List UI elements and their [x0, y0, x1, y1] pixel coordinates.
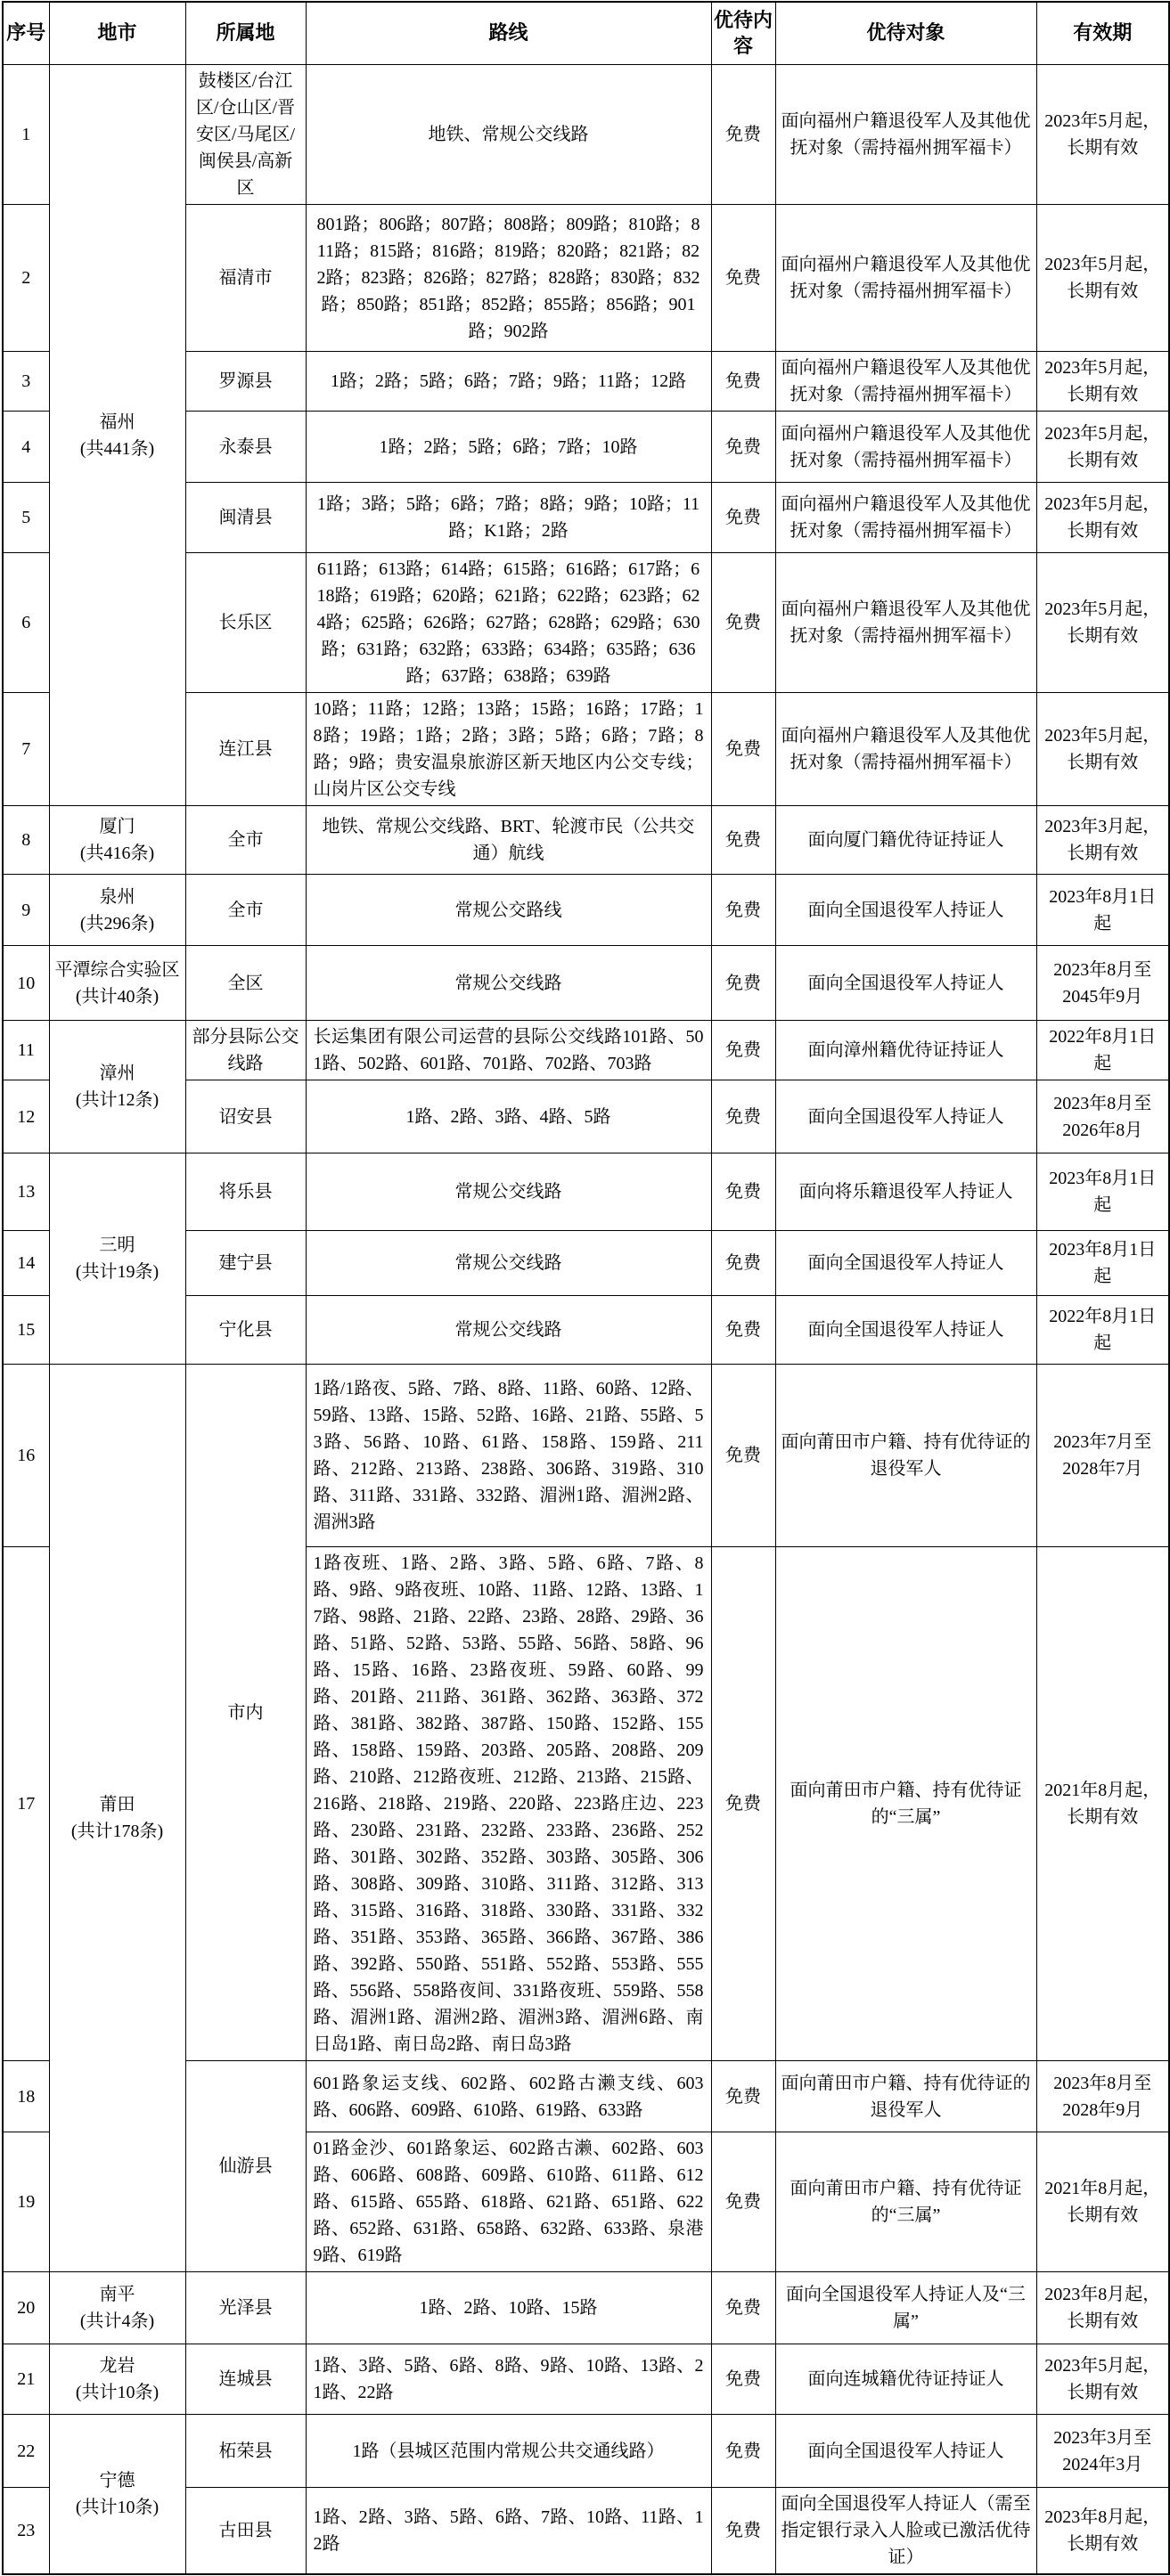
cell-no: 13: [3, 1153, 49, 1231]
cell-target: 面向全国退役军人持证人: [775, 1080, 1036, 1153]
city-count: (共计4条): [79, 2311, 155, 2332]
cell-validity: 2023年5月起，长期有效: [1036, 205, 1169, 352]
cell-validity: 2023年8月1日起: [1036, 1231, 1169, 1296]
cell-city: [49, 2415, 185, 2575]
cell-city: [49, 946, 185, 1021]
cell-district: 连江县: [185, 693, 306, 806]
cell-target: 面向将乐籍退役军人持证人: [775, 1153, 1036, 1231]
cell-target: 面向福州户籍退役军人及其他优抚对象（需持福州拥军福卡）: [775, 412, 1036, 483]
city-name: 福州: [99, 412, 135, 432]
cell-city: [49, 2272, 185, 2344]
cell-routes: 常规公交线路: [306, 946, 711, 1021]
cell-target: 面向全国退役军人持证人: [775, 946, 1036, 1021]
cell-routes: 10路；11路；12路；13路；15路；16路；17路；18路；19路；1路；2路；3路；5路；6路；7路；8路；9路；贵安温泉旅游区新天地区内公交专线；山岗片区公交专线: [306, 693, 711, 806]
table-row: [3, 1021, 1169, 1080]
city-name: 泉州: [99, 886, 135, 907]
cell-validity: 2022年8月1日起: [1036, 1021, 1169, 1080]
cell-routes: 1路、2路、3路、4路、5路: [306, 1080, 711, 1153]
cell-benefit: 免费: [711, 806, 775, 875]
cell-routes: 常规公交路线: [306, 875, 711, 946]
cell-target: 面向福州户籍退役军人及其他优抚对象（需持福州拥军福卡）: [775, 205, 1036, 352]
cell-district: 部分县际公交线路: [185, 1021, 306, 1080]
cell-validity: 2023年8月起，长期有效: [1036, 2272, 1169, 2344]
city-name: 莆田: [99, 1795, 135, 1815]
city-count: (共296条): [79, 913, 155, 933]
cell-validity: 2023年8月至2028年9月: [1036, 2061, 1169, 2132]
cell-validity: 2023年5月起，长期有效: [1036, 412, 1169, 483]
table-row: [3, 2344, 1169, 2415]
cell-routes: 1路、2路、10路、15路: [306, 2272, 711, 2344]
cell-city: [49, 1365, 185, 2272]
col-header-district: 所属地: [185, 2, 306, 65]
cell-routes: 地铁、常规公交线路: [306, 65, 711, 205]
city-count: (共计12条): [75, 1090, 160, 1111]
col-header-no: 序号: [3, 2, 49, 65]
table-row: [3, 2272, 1169, 2344]
table-row: [3, 1365, 1169, 1547]
city-name: 南平: [99, 2285, 135, 2305]
cell-target: 面向全国退役军人持证人: [775, 1296, 1036, 1365]
cell-benefit: 免费: [711, 2132, 775, 2272]
cell-routes: 地铁、常规公交线路、BRT、轮渡市民（公共交通）航线: [306, 806, 711, 875]
cell-benefit: 免费: [711, 352, 775, 412]
cell-district: 闽清县: [185, 483, 306, 553]
cell-no: 14: [3, 1231, 49, 1296]
cell-validity: 2023年8月1日起: [1036, 875, 1169, 946]
cell-validity: 2023年5月起，长期有效: [1036, 65, 1169, 205]
cell-target: 面向全国退役军人持证人: [775, 2415, 1036, 2488]
city-name: 厦门: [99, 817, 135, 837]
cell-target: 面向福州户籍退役军人及其他优抚对象（需持福州拥军福卡）: [775, 693, 1036, 806]
cell-no: 9: [3, 875, 49, 946]
city-count: (共计40条): [75, 986, 160, 1007]
cell-routes: 01路金沙、601路象运、602路古濑、602路、603路、606路、608路、609路、610路、611路、612路、615路、655路、618路、621路、651路、622路、652路、631路、658路、632路、633路、泉港9路、619路: [306, 2132, 711, 2272]
cell-no: 16: [3, 1365, 49, 1547]
cell-target: 面向福州户籍退役军人及其他优抚对象（需持福州拥军福卡）: [775, 553, 1036, 693]
cell-no: 7: [3, 693, 49, 806]
cell-benefit: 免费: [711, 875, 775, 946]
cell-no: 4: [3, 412, 49, 483]
cell-district: 全市: [185, 806, 306, 875]
cell-benefit: 免费: [711, 2061, 775, 2132]
cell-validity: 2021年8月起，长期有效: [1036, 1547, 1169, 2061]
cell-routes: 1路、2路、3路、5路、6路、7路、10路、11路、12路: [306, 2488, 711, 2575]
cell-no: 8: [3, 806, 49, 875]
cell-city: [49, 65, 185, 806]
table-row: [3, 946, 1169, 1021]
benefit-table: [2, 1, 1170, 2575]
cell-benefit: 免费: [711, 693, 775, 806]
cell-benefit: 免费: [711, 2415, 775, 2488]
city-name: 宁德: [99, 2471, 135, 2491]
cell-target: 面向连城籍优待证持证人: [775, 2344, 1036, 2415]
cell-district: 鼓楼区/台江区/仓山区/晋安区/马尾区/闽侯县/高新区: [185, 65, 306, 205]
city-count: (共441条): [79, 438, 155, 459]
cell-routes: 1路（县城区范围内常规公共交通线路）: [306, 2415, 711, 2488]
cell-benefit: 免费: [711, 1296, 775, 1365]
cell-district: 仙游县: [185, 2061, 306, 2272]
cell-district: 全市: [185, 875, 306, 946]
cell-routes: 1路夜班、1路、2路、3路、5路、6路、7路、8路、9路、9路夜班、10路、11路、12路、13路、17路、98路、21路、22路、23路、28路、29路、36路、51路、52路、53路、55路、56路、58路、96路、15路、16路、23路夜班、59路、60路、99路、201路、211路、361路、362路、363路、372路、381路、382路、387路、150路、152路、155路、158路、159路、203路、205路、208路、209路、210路、212路夜班、212路、213路、215路、216路、218路、219路、220路、223路庄边、223路、230路、231路、232路、233路、236路、252路、301路、302路、352路、303路、305路、306路、308路、309路、310路、311路、312路、313路、315路、316路、318路、330路、331路、332路、351路、353路、365路、366路、367路、386路、392路、550路、551路、552路、553路、555路、556路、558路夜间、331路夜班、559路、558路、湄洲1路、湄洲2路、湄洲3路、湄洲6路、南日岛1路、南日岛2路、南日岛3路: [306, 1547, 711, 2061]
cell-routes: 常规公交线路: [306, 1296, 711, 1365]
cell-no: 15: [3, 1296, 49, 1365]
table-row: [3, 2415, 1169, 2488]
cell-target: 面向厦门籍优待证持证人: [775, 806, 1036, 875]
city-name: 平潭综合实验区: [54, 959, 180, 980]
cell-validity: 2022年8月1日起: [1036, 1296, 1169, 1365]
cell-city: [49, 2344, 185, 2415]
cell-target: 面向漳州籍优待证持证人: [775, 1021, 1036, 1080]
cell-benefit: 免费: [711, 2488, 775, 2575]
col-header-target: 优待对象: [775, 2, 1036, 65]
cell-benefit: 免费: [711, 1365, 775, 1547]
cell-no: 19: [3, 2132, 49, 2272]
cell-routes: 611路；613路；614路；615路；616路；617路；618路；619路；620路；621路；622路；623路；624路；625路；626路；627路；628路；629路；630路；631路；632路；633路；634路；635路；636路；637路；638路；639路: [306, 553, 711, 693]
cell-routes: 1路/1路夜、5路、7路、8路、11路、60路、12路、59路、13路、15路、52路、16路、21路、55路、53路、56路、10路、61路、158路、159路、211路、212路、213路、238路、306路、319路、310路、311路、331路、332路、湄洲1路、湄洲2路、湄洲3路: [306, 1365, 711, 1547]
cell-district: 长乐区: [185, 553, 306, 693]
cell-validity: 2023年5月起，长期有效: [1036, 352, 1169, 412]
cell-no: 23: [3, 2488, 49, 2575]
table-row: [3, 65, 1169, 205]
cell-target: 面向莆田市户籍、持有优待证的退役军人: [775, 2061, 1036, 2132]
cell-district: 建宁县: [185, 1231, 306, 1296]
cell-routes: 长运集团有限公司运营的县际公交线路101路、501路、502路、601路、701路、702路、703路: [306, 1021, 711, 1080]
cell-validity: 2021年8月起，长期有效: [1036, 2132, 1169, 2272]
cell-district: 连城县: [185, 2344, 306, 2415]
city-count: (共计10条): [75, 2383, 160, 2403]
cell-benefit: 免费: [711, 65, 775, 205]
cell-target: 面向福州户籍退役军人及其他优抚对象（需持福州拥军福卡）: [775, 483, 1036, 553]
cell-validity: 2023年3月起，长期有效: [1036, 806, 1169, 875]
cell-validity: 2023年5月起，长期有效: [1036, 2344, 1169, 2415]
cell-city: [49, 1021, 185, 1153]
city-count: (共计10条): [75, 2498, 160, 2518]
city-count: (共计19条): [75, 1262, 160, 1283]
table-row: [3, 1153, 1169, 1231]
cell-no: 11: [3, 1021, 49, 1080]
table-row: [3, 806, 1169, 875]
cell-routes: 常规公交线路: [306, 1153, 711, 1231]
cell-benefit: 免费: [711, 2272, 775, 2344]
cell-validity: 2023年7月至2028年7月: [1036, 1365, 1169, 1547]
cell-no: 22: [3, 2415, 49, 2488]
cell-no: 5: [3, 483, 49, 553]
cell-target: 面向全国退役军人持证人（需至指定银行录入人脸或已激活优待证）: [775, 2488, 1036, 2575]
cell-benefit: 免费: [711, 412, 775, 483]
cell-target: 面向莆田市户籍、持有优待证的退役军人: [775, 1365, 1036, 1547]
city-name: 龙岩: [99, 2356, 135, 2376]
cell-no: 10: [3, 946, 49, 1021]
cell-benefit: 免费: [711, 1547, 775, 2061]
cell-validity: 2023年8月1日起: [1036, 1153, 1169, 1231]
cell-routes: 1路；3路；5路；6路；7路；8路；9路；10路；11路；K1路；2路: [306, 483, 711, 553]
col-header-city: 地市: [49, 2, 185, 65]
city-count: (共416条): [79, 844, 155, 864]
cell-validity: 2023年5月起，长期有效: [1036, 693, 1169, 806]
cell-validity: 2023年3月至2024年3月: [1036, 2415, 1169, 2488]
cell-validity: 2023年8月至2026年8月: [1036, 1080, 1169, 1153]
cell-no: 2: [3, 205, 49, 352]
cell-validity: 2023年5月起，长期有效: [1036, 553, 1169, 693]
cell-no: 20: [3, 2272, 49, 2344]
city-name: 三明: [99, 1235, 135, 1256]
cell-district: 市内: [185, 1365, 306, 2061]
cell-benefit: 免费: [711, 1231, 775, 1296]
cell-no: 1: [3, 65, 49, 205]
cell-benefit: 免费: [711, 1080, 775, 1153]
cell-no: 17: [3, 1547, 49, 2061]
cell-no: 6: [3, 553, 49, 693]
cell-no: 21: [3, 2344, 49, 2415]
cell-validity: 2023年8月起，长期有效: [1036, 2488, 1169, 2575]
col-header-benefit: 优待内容: [711, 2, 775, 65]
cell-routes: 801路；806路；807路；808路；809路；810路；811路；815路；816路；819路；820路；821路；822路；823路；826路；827路；828路；830路；832路；850路；851路；852路；855路；856路；901路；902路: [306, 205, 711, 352]
cell-target: 面向福州户籍退役军人及其他优抚对象（需持福州拥军福卡）: [775, 352, 1036, 412]
cell-district: 宁化县: [185, 1296, 306, 1365]
city-count: (共计178条): [70, 1822, 164, 1842]
col-header-routes: 路线: [306, 2, 711, 65]
cell-no: 18: [3, 2061, 49, 2132]
cell-benefit: 免费: [711, 483, 775, 553]
cell-district: 光泽县: [185, 2272, 306, 2344]
cell-city: [49, 806, 185, 875]
cell-district: 永泰县: [185, 412, 306, 483]
cell-benefit: 免费: [711, 946, 775, 1021]
cell-city: [49, 875, 185, 946]
cell-district: 古田县: [185, 2488, 306, 2575]
cell-district: 全区: [185, 946, 306, 1021]
col-header-validity: 有效期: [1036, 2, 1169, 65]
cell-routes: 1路；2路；5路；6路；7路；10路: [306, 412, 711, 483]
cell-routes: 1路；2路；5路；6路；7路；9路；11路；12路: [306, 352, 711, 412]
cell-target: 面向全国退役军人持证人: [775, 1231, 1036, 1296]
cell-district: 将乐县: [185, 1153, 306, 1231]
city-name: 漳州: [99, 1064, 135, 1084]
cell-target: 面向莆田市户籍、持有优待证的“三属”: [775, 2132, 1036, 2272]
cell-district: 福清市: [185, 205, 306, 352]
cell-routes: 601路象运支线、602路、602路古濑支线、603路、606路、609路、610路、619路、633路: [306, 2061, 711, 2132]
table-row: [3, 875, 1169, 946]
cell-benefit: 免费: [711, 1153, 775, 1231]
cell-validity: 2023年5月起，长期有效: [1036, 483, 1169, 553]
cell-benefit: 免费: [711, 553, 775, 693]
cell-no: 3: [3, 352, 49, 412]
cell-target: 面向全国退役军人持证人及“三属”: [775, 2272, 1036, 2344]
cell-routes: 常规公交线路: [306, 1231, 711, 1296]
cell-district: 柘荣县: [185, 2415, 306, 2488]
cell-benefit: 免费: [711, 205, 775, 352]
cell-benefit: 免费: [711, 2344, 775, 2415]
cell-district: 诏安县: [185, 1080, 306, 1153]
cell-district: 罗源县: [185, 352, 306, 412]
cell-target: 面向福州户籍退役军人及其他优抚对象（需持福州拥军福卡）: [775, 65, 1036, 205]
cell-city: [49, 1153, 185, 1365]
cell-routes: 1路、3路、5路、6路、8路、9路、10路、13路、21路、22路: [306, 2344, 711, 2415]
cell-target: 面向全国退役军人持证人: [775, 875, 1036, 946]
cell-benefit: 免费: [711, 1021, 775, 1080]
cell-validity: 2023年8月至2045年9月: [1036, 946, 1169, 1021]
cell-target: 面向莆田市户籍、持有优待证的“三属”: [775, 1547, 1036, 2061]
cell-no: 12: [3, 1080, 49, 1153]
header-row: [3, 2, 1169, 65]
